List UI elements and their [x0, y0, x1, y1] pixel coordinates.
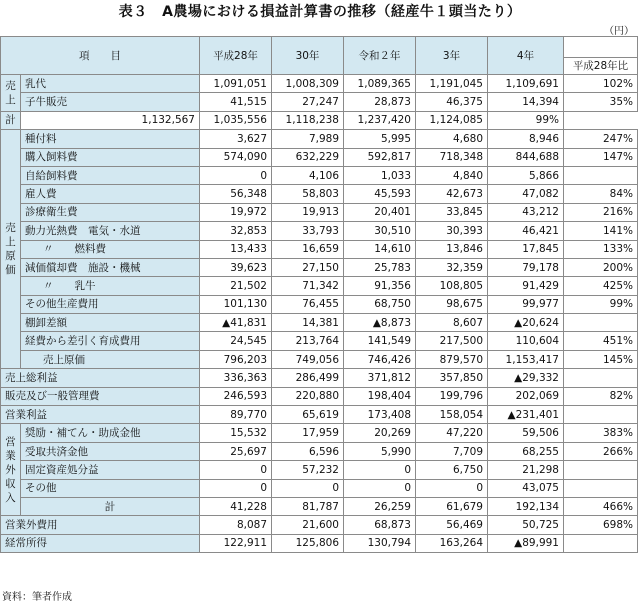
header-year: 令和２年	[344, 37, 416, 75]
row-value: 163,264	[416, 534, 488, 552]
row-ratio: 84%	[564, 185, 638, 203]
table-row	[1, 148, 638, 166]
table-row	[1, 516, 638, 534]
row-value: 42,673	[416, 185, 488, 203]
row-label: 売上原価	[21, 350, 200, 368]
row-value: 749,056	[272, 350, 344, 368]
row-value: 796,203	[200, 350, 272, 368]
row-ratio: 200%	[564, 258, 638, 276]
row-value: 0	[272, 479, 344, 497]
row-value: 14,610	[344, 240, 416, 258]
table-row	[1, 222, 638, 240]
row-value: 1,132,567	[21, 111, 200, 129]
row-label: 〃 燃料費	[21, 240, 200, 258]
row-ratio: 216%	[564, 203, 638, 221]
row-value: 1,124,085	[416, 111, 488, 129]
row-value: 1,035,556	[200, 111, 272, 129]
table-row	[1, 442, 638, 460]
row-value: 1,091,051	[200, 75, 272, 93]
table-row	[1, 93, 638, 111]
row-value: ▲29,332	[488, 369, 564, 387]
row-value: 220,880	[272, 387, 344, 405]
row-label: 〃 乳牛	[21, 277, 200, 295]
row-value: 5,990	[344, 442, 416, 460]
table-row	[1, 166, 638, 184]
row-label: 子牛販売	[21, 93, 200, 111]
table-row	[1, 258, 638, 276]
row-value: 1,109,691	[488, 75, 564, 93]
row-value: 844,688	[488, 148, 564, 166]
row-label: 動力光熱費 電気・水道	[21, 222, 200, 240]
row-value: 8,607	[416, 314, 488, 332]
table-row	[1, 534, 638, 552]
table-row	[1, 332, 638, 350]
row-value: 1,237,420	[344, 111, 416, 129]
row-value: 6,750	[416, 461, 488, 479]
row-label: 計	[21, 497, 200, 515]
row-label: 棚卸差額	[21, 314, 200, 332]
row-value: 20,401	[344, 203, 416, 221]
row-value: 27,150	[272, 258, 344, 276]
table-row	[1, 185, 638, 203]
row-ratio: 425%	[564, 277, 638, 295]
row-value: 1,191,045	[416, 75, 488, 93]
row-value: 110,604	[488, 332, 564, 350]
row-value: 5,995	[344, 130, 416, 148]
table-row	[1, 314, 638, 332]
row-label: 雇人費	[21, 185, 200, 203]
row-value: 192,134	[488, 497, 564, 515]
row-label: 販売及び一般管理費	[1, 387, 200, 405]
row-label: 売上総利益	[1, 369, 200, 387]
row-value: 25,697	[200, 442, 272, 460]
row-value: 19,972	[200, 203, 272, 221]
row-value: 718,348	[416, 148, 488, 166]
row-value: 879,570	[416, 350, 488, 368]
row-ratio: 451%	[564, 332, 638, 350]
row-value: 101,130	[200, 295, 272, 313]
row-ratio: 247%	[564, 130, 638, 148]
row-value: 33,793	[272, 222, 344, 240]
row-label: 乳代	[21, 75, 200, 93]
table-row	[1, 497, 638, 515]
row-value: 7,989	[272, 130, 344, 148]
row-value: 79,178	[488, 258, 564, 276]
table-row	[1, 424, 638, 442]
row-value: 89,770	[200, 406, 272, 424]
row-value: 17,959	[272, 424, 344, 442]
row-value: 3,627	[200, 130, 272, 148]
row-value: 0	[416, 479, 488, 497]
row-label: その他生産費用	[21, 295, 200, 313]
row-value: 58,803	[272, 185, 344, 203]
row-value: 25,783	[344, 258, 416, 276]
row-value: 0	[344, 461, 416, 479]
row-value: 8,087	[200, 516, 272, 534]
row-value: 33,845	[416, 203, 488, 221]
row-value: 57,232	[272, 461, 344, 479]
row-value: ▲41,831	[200, 314, 272, 332]
table-row	[1, 75, 638, 93]
row-ratio: 266%	[564, 442, 638, 460]
row-label: 購入飼料費	[21, 148, 200, 166]
row-value: 1,118,238	[272, 111, 344, 129]
row-value: 13,433	[200, 240, 272, 258]
row-value: 59,506	[488, 424, 564, 442]
row-ratio: 99%	[564, 295, 638, 313]
row-value: 91,429	[488, 277, 564, 295]
row-value: 246,593	[200, 387, 272, 405]
row-value: 32,359	[416, 258, 488, 276]
row-label: その他	[21, 479, 200, 497]
row-label: 受取共済金他	[21, 442, 200, 460]
table-row	[1, 130, 638, 148]
header-year: 30年	[272, 37, 344, 75]
row-value: 21,298	[488, 461, 564, 479]
row-value: 19,913	[272, 203, 344, 221]
row-value: ▲20,624	[488, 314, 564, 332]
row-ratio: 147%	[564, 148, 638, 166]
row-ratio: 466%	[564, 497, 638, 515]
row-ratio: 35%	[564, 93, 638, 111]
header-item: 項 目	[1, 37, 200, 75]
table-row	[1, 203, 638, 221]
table-title: 表３ A農場における損益計算書の推移（経産牛１頭当たり）	[118, 4, 522, 20]
row-value: 7,709	[416, 442, 488, 460]
group-label-nonop: 営業外収入	[1, 424, 21, 516]
header-ratio: 平成28年比	[564, 58, 638, 75]
row-value: 24,545	[200, 332, 272, 350]
row-value: 98,675	[416, 295, 488, 313]
row-value: 15,532	[200, 424, 272, 442]
row-value: 6,596	[272, 442, 344, 460]
row-value: 21,502	[200, 277, 272, 295]
row-value: 30,510	[344, 222, 416, 240]
row-value: 632,229	[272, 148, 344, 166]
row-ratio	[564, 406, 638, 424]
header-blank	[564, 37, 638, 58]
row-value: 68,255	[488, 442, 564, 460]
row-value: 41,228	[200, 497, 272, 515]
header-year: 3年	[416, 37, 488, 75]
row-ratio	[564, 534, 638, 552]
row-value: 28,873	[344, 93, 416, 111]
row-ratio: 133%	[564, 240, 638, 258]
unit-label: （円）	[604, 26, 634, 37]
row-value: 27,247	[272, 93, 344, 111]
row-value: 45,593	[344, 185, 416, 203]
row-value: 1,008,309	[272, 75, 344, 93]
row-value: 56,469	[416, 516, 488, 534]
row-value: 0	[344, 479, 416, 497]
row-value: 746,426	[344, 350, 416, 368]
row-value: 76,455	[272, 295, 344, 313]
row-label: 種付料	[21, 130, 200, 148]
row-ratio	[564, 314, 638, 332]
row-value: 0	[200, 166, 272, 184]
row-ratio	[564, 369, 638, 387]
row-value: 371,812	[344, 369, 416, 387]
header-row	[1, 37, 638, 58]
row-value: 43,075	[488, 479, 564, 497]
row-value: 47,082	[488, 185, 564, 203]
row-value: 158,054	[416, 406, 488, 424]
row-value: ▲8,873	[344, 314, 416, 332]
row-value: 574,090	[200, 148, 272, 166]
table-row	[1, 295, 638, 313]
row-value: ▲231,401	[488, 406, 564, 424]
row-value: 65,619	[272, 406, 344, 424]
row-value: 32,853	[200, 222, 272, 240]
row-label: 自給飼料費	[21, 166, 200, 184]
row-ratio: 698%	[564, 516, 638, 534]
table-row	[1, 350, 638, 368]
row-value: 198,404	[344, 387, 416, 405]
table-row	[1, 111, 638, 129]
row-value: 8,946	[488, 130, 564, 148]
row-value: 91,356	[344, 277, 416, 295]
row-value: 125,806	[272, 534, 344, 552]
row-label: 計	[1, 111, 21, 129]
header-year: 4年	[488, 37, 564, 75]
row-label: 診療衛生費	[21, 203, 200, 221]
row-value: 1,153,417	[488, 350, 564, 368]
row-label: 減価償却費 施設・機械	[21, 258, 200, 276]
row-value: 141,549	[344, 332, 416, 350]
row-value: 1,033	[344, 166, 416, 184]
row-value: 46,421	[488, 222, 564, 240]
row-value: 71,342	[272, 277, 344, 295]
source-note: 資料：筆者作成	[2, 592, 72, 603]
row-value: 13,846	[416, 240, 488, 258]
row-value: 336,363	[200, 369, 272, 387]
row-label: 営業外費用	[1, 516, 200, 534]
row-value: 1,089,365	[344, 75, 416, 93]
row-ratio: 99%	[488, 111, 564, 129]
row-label: 経常所得	[1, 534, 200, 552]
row-value: 108,805	[416, 277, 488, 295]
row-value: 81,787	[272, 497, 344, 515]
row-value: 99,977	[488, 295, 564, 313]
row-value: 592,817	[344, 148, 416, 166]
row-value: 202,069	[488, 387, 564, 405]
row-ratio	[564, 461, 638, 479]
row-value: 286,499	[272, 369, 344, 387]
row-ratio: 383%	[564, 424, 638, 442]
row-value: 47,220	[416, 424, 488, 442]
row-value: 0	[200, 461, 272, 479]
row-value: 17,845	[488, 240, 564, 258]
row-value: 5,866	[488, 166, 564, 184]
row-value: 26,259	[344, 497, 416, 515]
table-row	[1, 387, 638, 405]
row-value: 61,679	[416, 497, 488, 515]
row-value: 213,764	[272, 332, 344, 350]
row-value: 4,840	[416, 166, 488, 184]
table-row	[1, 461, 638, 479]
header-year: 平成28年	[200, 37, 272, 75]
row-value: 4,106	[272, 166, 344, 184]
table-row	[1, 479, 638, 497]
table-row	[1, 369, 638, 387]
row-value: ▲89,991	[488, 534, 564, 552]
row-value: 30,393	[416, 222, 488, 240]
row-value: 68,873	[344, 516, 416, 534]
row-value: 56,348	[200, 185, 272, 203]
row-ratio: 141%	[564, 222, 638, 240]
row-ratio: 145%	[564, 350, 638, 368]
row-value: 173,408	[344, 406, 416, 424]
income-statement-table	[0, 36, 638, 553]
row-ratio: 102%	[564, 75, 638, 93]
row-value: 14,394	[488, 93, 564, 111]
row-value: 39,623	[200, 258, 272, 276]
row-label: 固定資産処分益	[21, 461, 200, 479]
row-value: 21,600	[272, 516, 344, 534]
row-value: 4,680	[416, 130, 488, 148]
row-value: 14,381	[272, 314, 344, 332]
row-value: 130,794	[344, 534, 416, 552]
row-value: 0	[200, 479, 272, 497]
row-value: 46,375	[416, 93, 488, 111]
table-row	[1, 240, 638, 258]
table-row	[1, 406, 638, 424]
row-label: 経費から差引く育成費用	[21, 332, 200, 350]
row-value: 20,269	[344, 424, 416, 442]
row-ratio: 82%	[564, 387, 638, 405]
row-value: 217,500	[416, 332, 488, 350]
row-value: 43,212	[488, 203, 564, 221]
row-value: 357,850	[416, 369, 488, 387]
row-ratio	[564, 479, 638, 497]
row-value: 50,725	[488, 516, 564, 534]
table-row	[1, 277, 638, 295]
row-label: 奨励・補てん・助成金他	[21, 424, 200, 442]
row-value: 122,911	[200, 534, 272, 552]
row-ratio	[564, 166, 638, 184]
row-label: 営業利益	[1, 406, 200, 424]
group-label-sales: 売上	[1, 75, 21, 112]
row-value: 41,515	[200, 93, 272, 111]
group-label-cost: 売上原価	[1, 130, 21, 369]
row-value: 199,796	[416, 387, 488, 405]
row-value: 68,750	[344, 295, 416, 313]
row-value: 16,659	[272, 240, 344, 258]
